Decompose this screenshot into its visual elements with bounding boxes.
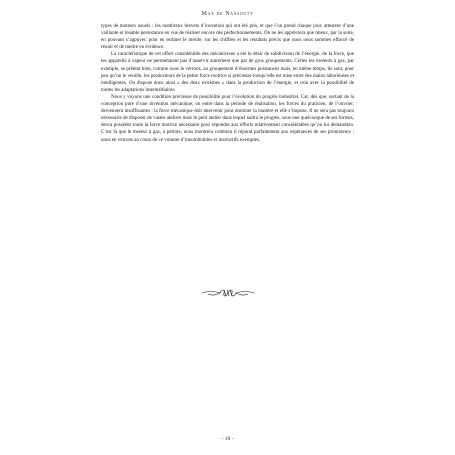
body-text bbox=[101, 23, 354, 144]
page-number: - 18 - bbox=[221, 436, 234, 442]
paragraph-3: Nous y voyons une condition précieuse de possibilité pour l’évolution du progrès industriel. Car, dès que, sortant de la conception pure d’une invention mécanique, on entre dans la période de réalisation, les forces du praticien, de l’ouvrier, deviennent insuffisantes : la force mécanique doit intervenir pour dominer la matière et elle s’impose. Il ne sera pas toujours nécessaire de disposer de vastes ateliers mais le petit atelier dans lequel naîtra le progrès, sous une quelconque de ses formes, devra posséder toute la force motrice nécessaire pour répondre aux efforts relativement considérables qu’on lui demandera. C’est là que le moteur à gaz, à pétrole, nous montrera combien il répond parfaitement aux espérances de ses promoteurs : nous en verrons au cours de ce volume d’innombrables et instructifs exemples. bbox=[101, 93, 354, 143]
paragraph-2: La caractéristique de cet effort considérable des mécaniciens a été le désir de subdivision de l’énergie, de la force, que les appareils à vapeur ne permettaient pas d’asservir autrement que par de gros groupements. Certes les moteurs à gaz, par exemple, se prêtent bien, comme nous le verrons, au groupement d’énormes puissances mais, en même temps, ils sont, pour peu qu’on le veuille, les producteurs de la petite force motrice si précieuse lorsqu’elle est mise entre des mains laborieuses et intelligentes. On dispose donc ainsi « des deux extrêmes » dans la production de l’énergie, et cela avec la possibilité de toutes les adaptations intermédiaires. bbox=[101, 51, 354, 93]
running-head: Max de Nansouty bbox=[201, 11, 254, 17]
flourish-ornament-icon bbox=[200, 287, 256, 299]
paragraph-1: types de moteurs usuels : les nombreux brevets d’invention qui ont été pris, et que l’on prend chaque jour, attestent d’une vaillante et louable persistance en vue de réaliser encore des perfectionnements. On ne les appréciera que mieux, par la suite, en pouvant s’appuyer, pour en estimer le mérite, sur les chiffres et les résultats précis que nous nous sommes efforcé de réunir et de mettre en évidence. bbox=[101, 23, 354, 51]
